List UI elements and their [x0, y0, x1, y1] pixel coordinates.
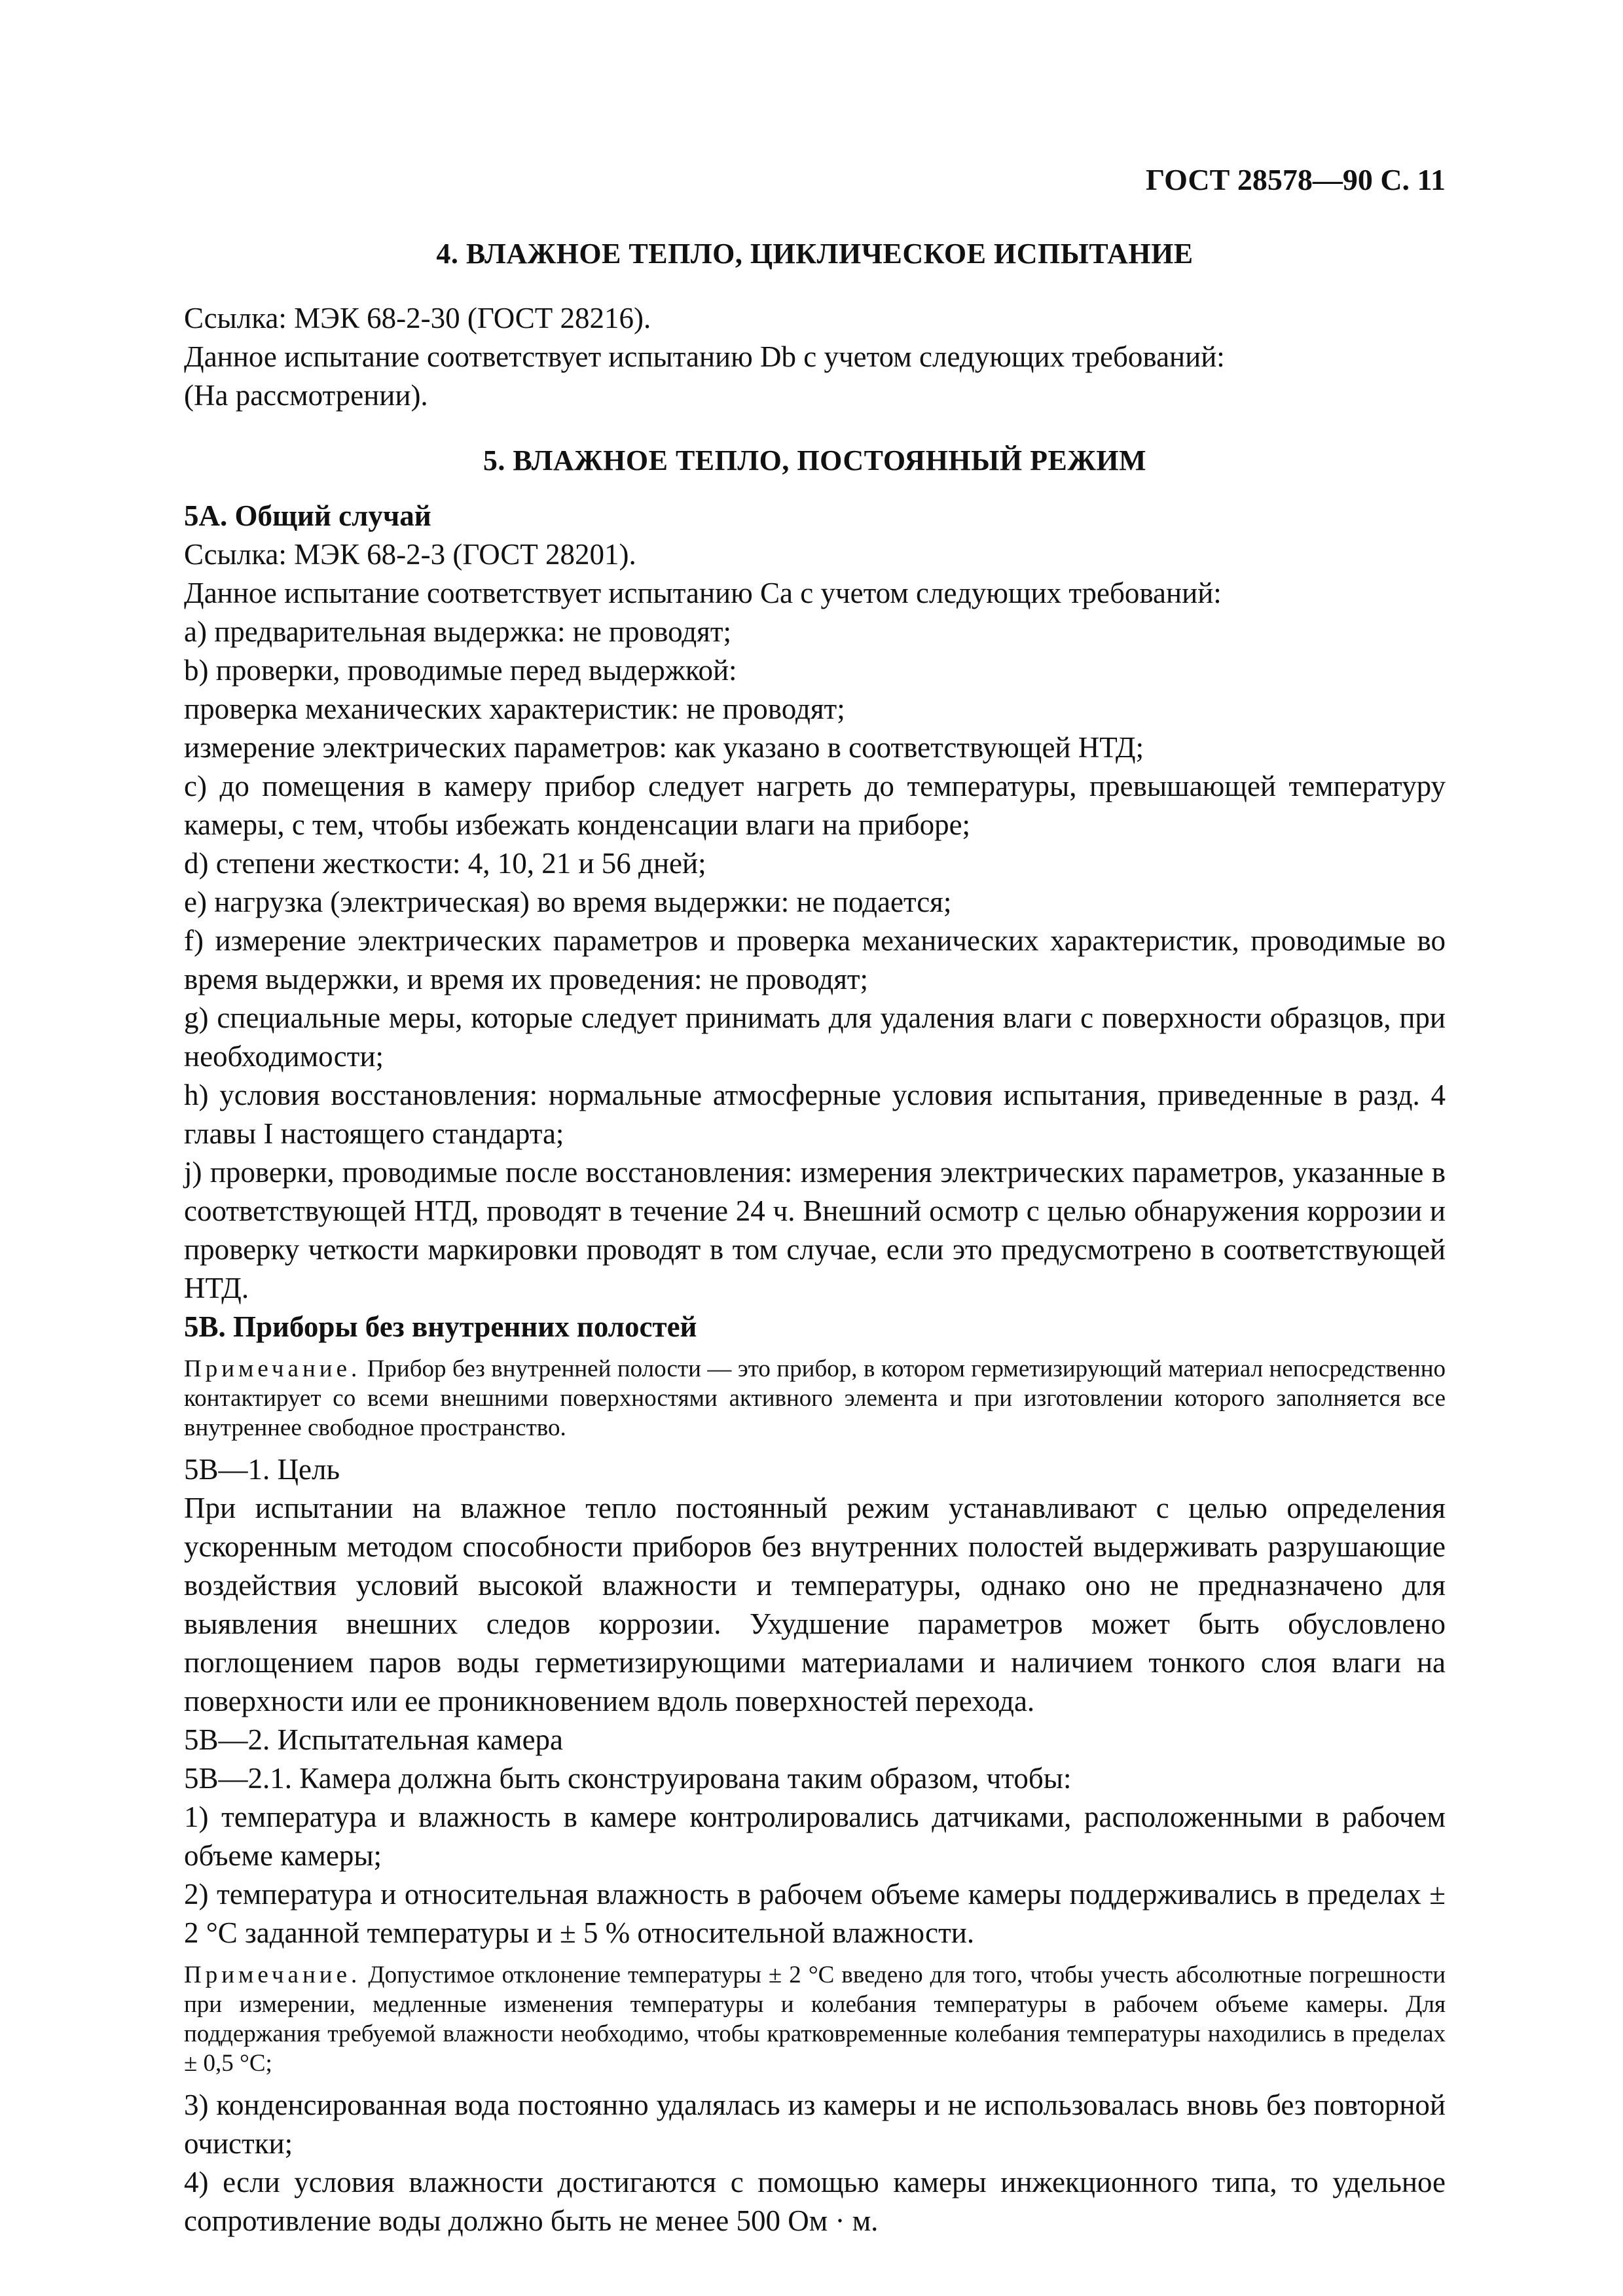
page-header: ГОСТ 28578—90 С. 11: [1145, 163, 1446, 196]
section-5b-title: 5В. Приборы без внутренних полостей: [184, 1310, 697, 1343]
section-5b-1-title: 5В—1. Цель: [184, 1453, 340, 1486]
item-2: 2) температура и относительная влажность в рабочем объеме камеры поддерживались в пределах ± 2 °С заданной температуры и ± 5 % относительной влажности.: [184, 1878, 1446, 1949]
section-5b-2-1: 5В—2.1. Камера должна быть сконструирована таким образом, чтобы:: [184, 1762, 1072, 1795]
section-5a-text: Данное испытание соответствует испытанию Са с учетом следующих требований:: [184, 577, 1222, 609]
note-2: [184, 1960, 1446, 2078]
section-4-text: Данное испытание соответствует испытанию Db с учетом следующих требований:: [184, 340, 1225, 373]
section-4-reference: Ссылка: МЭК 68-2-30 (ГОСТ 28216).: [184, 302, 651, 334]
item-h: h) условия восстановления: нормальные атмосферные условия испытания, приведенные в разд. 4 главы I настоящего стандарта;: [184, 1079, 1446, 1150]
note-2-text: Допустимое отклонение температуры ± 2 °С введено для того, чтобы учесть абсолютные погрешности при измерении, медленные изменения температуры и колебания температуры в рабочем объеме камеры. Для поддержания требуемой влажности необходимо, чтобы кратковременные колебания температуры находились в пределах ± 0,5 °С;: [184, 1962, 1446, 2077]
note-2-label: Примечание.: [184, 1962, 361, 1988]
item-4: 4) если условия влажности достигаются с помощью камеры инжекционного типа, то удельное сопротивление воды должно быть не менее 500 Ом · м.: [184, 2166, 1446, 2237]
item-b-2: измерение электрических параметров: как указано в соответствующей НТД;: [184, 731, 1144, 764]
item-b-1: проверка механических характеристик: не проводят;: [184, 692, 845, 725]
item-j: j) проверки, проводимые после восстановления: измерения электрических параметров, указанные в соответствующей НТД, проводят в течение 24 ч. Внешний осмотр с целью обнаружения коррозии и проверку четкости маркировки проводят в том случае, если это предусмотрено в соответствующей НТД.: [184, 1156, 1446, 1304]
section-5a-title: 5А. Общий случай: [184, 499, 431, 532]
section-5a-reference: Ссылка: МЭК 68-2-3 (ГОСТ 28201).: [184, 538, 636, 571]
section-5-title: 5. ВЛАЖНОЕ ТЕПЛО, ПОСТОЯННЫЙ РЕЖИМ: [483, 444, 1147, 476]
item-3: 3) конденсированная вода постоянно удалялась из камеры и не использовалась вновь без повторной очистки;: [184, 2089, 1446, 2160]
section-5b-2-title: 5В—2. Испытательная камера: [184, 1723, 564, 1756]
item-g: g) специальные меры, которые следует принимать для удаления влаги с поверхности образцов, при необходимости;: [184, 1001, 1446, 1073]
item-1: 1) температура и влажность в камере контролировались датчиками, расположенными в рабочем объеме камеры;: [184, 1801, 1446, 1872]
item-c: c) до помещения в камеру прибор следует нагреть до температуры, превышающей температуру камеры, с тем, чтобы избежать конденсации влаги на приборе;: [184, 770, 1446, 841]
note-1-text: Прибор без внутренней полости — это прибор, в котором герметизирующий материал непосредственно контактирует со всеми внешними поверхностями активного элемента и при изготовлении которого заполняется все внутреннее свободное пространство.: [184, 1355, 1446, 1441]
item-f: f) измерение электрических параметров и проверка механических характеристик, проводимые во время выдержки, и время их проведения: не проводят;: [184, 924, 1446, 996]
section-4-status: (На рассмотрении).: [184, 379, 428, 412]
section-5b-1-text: При испытании на влажное тепло постоянный режим устанавливают с целью определения ускоренным методом способности приборов без внутренних полостей выдерживать разрушающие воздействия условий высокой влажности и температуры, однако оно не предназначено для выявления внешних следов коррозии. Ухудшение параметров может быть обусловлено поглощением паров воды герметизирующими материалами и наличием тонкого слоя влаги на поверхности или ее проникновением вдоль поверхностей перехода.: [184, 1492, 1446, 1717]
section-4-title: 4. ВЛАЖНОЕ ТЕПЛО, ЦИКЛИЧЕСКОЕ ИСПЫТАНИЕ: [436, 238, 1194, 270]
item-e: e) нагрузка (электрическая) во время выдержки: не подается;: [184, 886, 952, 918]
item-b: b) проверки, проводимые перед выдержкой:: [184, 654, 737, 687]
note-1: [184, 1354, 1446, 1443]
document-body: [184, 234, 1446, 2240]
item-d: d) степени жесткости: 4, 10, 21 и 56 дней;: [184, 847, 706, 880]
note-1-label: Примечание.: [184, 1355, 361, 1382]
item-a: a) предварительная выдержка: не проводят;: [184, 615, 732, 648]
